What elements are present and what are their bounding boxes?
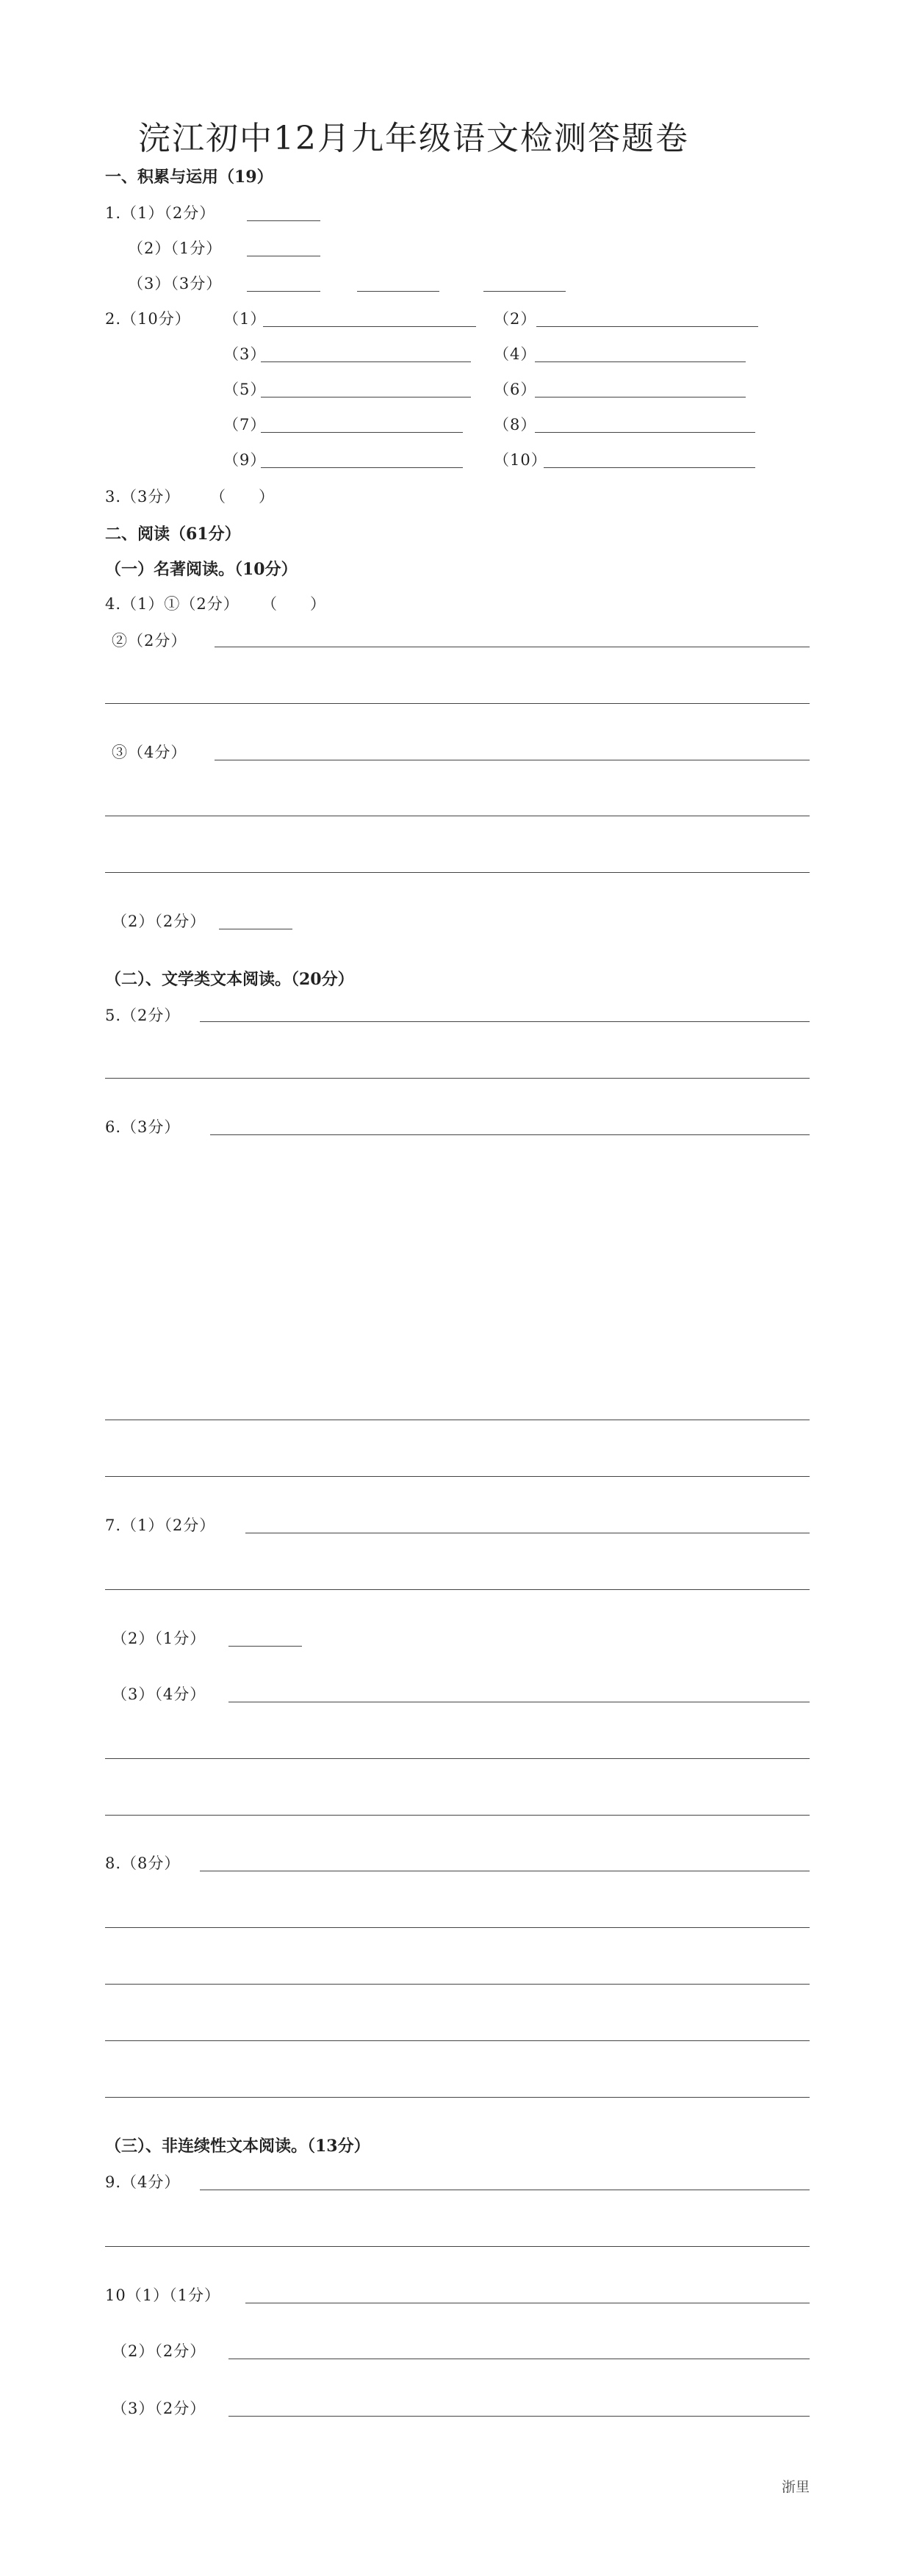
q1-3-label: （3）（3分） [128, 275, 223, 292]
q6-label: 6.（3分） [105, 1118, 181, 1136]
q2-item-label: （10） [494, 451, 547, 469]
q10-2-label: （2）（2分） [112, 2342, 206, 2360]
q2-label: 2.（10分） [105, 310, 191, 328]
q1-2-label: （2）（1分） [128, 240, 223, 257]
q8-answer-line[interactable] [105, 1927, 810, 1928]
q10-3-answer-line[interactable] [228, 2416, 810, 2417]
q6-answer-line[interactable] [210, 1134, 810, 1135]
q2-answer-line[interactable] [535, 432, 755, 433]
q1-3-answer-line-b[interactable] [357, 291, 439, 292]
q7-3-answer-line[interactable] [105, 1815, 810, 1816]
q1-1-answer-line[interactable] [247, 220, 320, 221]
q2-item-label: （9） [223, 451, 267, 469]
q8-label: 8.（8分） [105, 1854, 181, 1872]
q2-item-label: （5） [223, 381, 267, 398]
page-title: 浣江初中12月九年级语文检测答题卷 [138, 120, 689, 157]
q10-3-label: （3）（2分） [112, 2400, 206, 2417]
q2-item-label: （2） [494, 310, 537, 328]
q4-1-3-answer-line[interactable] [105, 872, 810, 873]
q2-answer-line[interactable] [536, 326, 758, 327]
q2-item-label: （4） [494, 345, 537, 363]
q6-answer-line[interactable] [105, 1476, 810, 1477]
q1-3-answer-line-c[interactable] [483, 291, 566, 292]
q2-answer-line[interactable] [261, 467, 463, 468]
q4-1-3-label: ③（4分） [112, 744, 187, 761]
q8-answer-line[interactable] [105, 1984, 810, 1985]
q2-item-label: （6） [494, 381, 537, 398]
q2-answer-line[interactable] [544, 467, 755, 468]
q4-1-1-choice-paren[interactable]: （ ） [262, 595, 326, 613]
q2-item-label: （8） [494, 416, 537, 433]
q5-answer-line[interactable] [105, 1078, 810, 1079]
q2-item-label: （3） [223, 345, 267, 363]
q2-answer-line[interactable] [261, 361, 471, 362]
q10-1-label: 10（1）（1分） [105, 2287, 220, 2304]
q7-2-label: （2）（1分） [112, 1630, 206, 1647]
q8-answer-line[interactable] [105, 2097, 810, 2098]
q1-3-answer-line-a[interactable] [247, 291, 320, 292]
q4-1-1-label: 4.（1）①（2分） [105, 595, 240, 613]
q4-1-2-answer-line[interactable] [105, 703, 810, 704]
section-heading-2: 二、阅读（61分） [105, 525, 241, 544]
q3-choice-paren[interactable]: （ ） [210, 488, 275, 506]
q2-item-label: （1） [223, 310, 267, 328]
footer-mark: 浙里 [782, 2479, 810, 2495]
q9-answer-line[interactable] [105, 2246, 810, 2247]
section-heading-1: 一、积累与运用（19） [105, 168, 273, 187]
q2-item-label: （7） [223, 416, 267, 433]
q7-2-answer-line[interactable] [228, 1646, 302, 1647]
subsection-heading-2: （二）、文学类文本阅读。（20分） [105, 970, 354, 989]
subsection-heading-3: （三）、非连续性文本阅读。（13分） [105, 2137, 370, 2156]
q1-1-label: 1.（1）（2分） [105, 204, 216, 222]
q2-answer-line[interactable] [535, 361, 746, 362]
q7-1-answer-line[interactable] [105, 1589, 810, 1590]
q7-3-label: （3）（4分） [112, 1685, 206, 1703]
q8-answer-line[interactable] [105, 2040, 810, 2041]
q7-3-answer-line[interactable] [105, 1758, 810, 1759]
q5-answer-line[interactable] [200, 1021, 810, 1022]
q7-1-label: 7.（1）（2分） [105, 1517, 216, 1534]
subsection-heading-1: （一）名著阅读。（10分） [105, 560, 298, 579]
q9-label: 9.（4分） [105, 2173, 181, 2191]
q2-answer-line[interactable] [263, 326, 476, 327]
q3-label: 3.（3分） [105, 488, 181, 506]
q4-2-label: （2）（2分） [112, 913, 206, 930]
q2-answer-line[interactable] [261, 432, 463, 433]
q4-1-2-label: ②（2分） [112, 632, 187, 650]
q5-label: 5.（2分） [105, 1007, 181, 1024]
